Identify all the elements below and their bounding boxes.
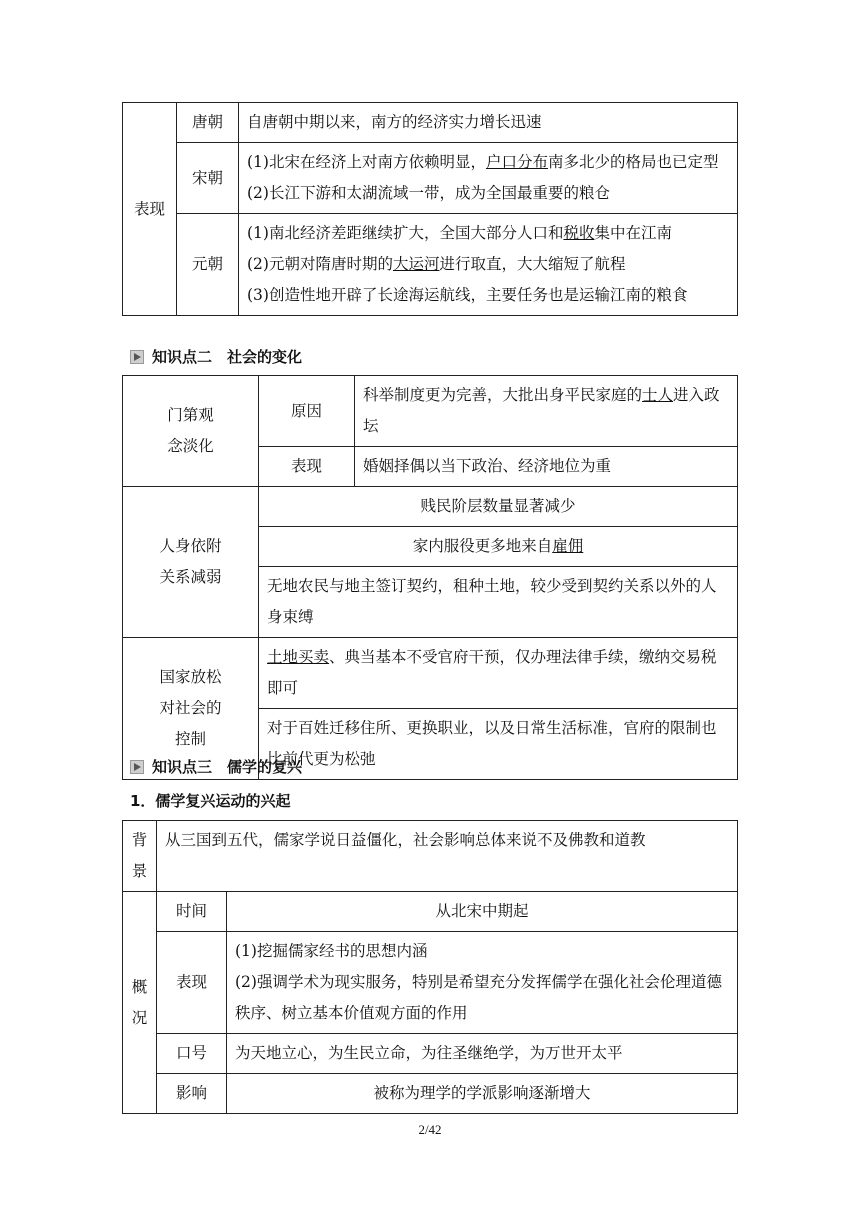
- underlined-term: 大运河: [392, 255, 440, 273]
- song-text: (1)北宋在经济上对南方依赖明显，户口分布南多北少的格局也已定型 (2)长江下游和太湖流域一带，成为全国最重要的粮仓: [239, 143, 738, 214]
- tang-text: 自唐朝中期以来，南方的经济实力增长迅速: [239, 103, 738, 143]
- background-label: 背景: [123, 821, 157, 892]
- performance-label: 表现: [157, 932, 227, 1034]
- impact-text: 被称为理学的学派影响逐渐增大: [227, 1074, 738, 1114]
- reason-text: 科举制度更为完善，大批出身平民家庭的士人进入政坛: [355, 376, 738, 447]
- underlined-term: 户口分布: [485, 153, 548, 171]
- underlined-term: 税收: [563, 224, 595, 242]
- row-label-control: 国家放松 对社会的 控制: [123, 638, 259, 780]
- impact-label: 影响: [157, 1074, 227, 1114]
- overview-label: 概况: [123, 892, 157, 1114]
- background-text: 从三国到五代，儒家学说日益僵化，社会影响总体来说不及佛教和道教: [157, 821, 738, 892]
- category-cell: 表现: [123, 103, 177, 316]
- reason-label: 原因: [259, 376, 355, 447]
- control-item-1: 土地买卖、典当基本不受官府干预，仅办理法律手续，缴纳交易税即可: [259, 638, 738, 709]
- play-arrow-icon: [130, 760, 144, 774]
- confucianism-table: [122, 820, 738, 1114]
- time-label: 时间: [157, 892, 227, 932]
- section-header-3: 知识点三 儒学的复兴: [130, 756, 302, 777]
- time-text: 从北宋中期起: [227, 892, 738, 932]
- slogan-text: 为天地立心，为生民立命，为往圣继绝学，为万世开太平: [227, 1034, 738, 1074]
- yuan-text: (1)南北经济差距继续扩大，全国大部分人口和税收集中在江南 (2)元朝对隋唐时期的大运河进行取直，大大缩短了航程 (3)创造性地开辟了长途海运航线，主要任务也是运输江南的粮食: [239, 214, 738, 316]
- dynasty-tang: 唐朝: [177, 103, 239, 143]
- dependency-item-2: 家内服役更多地来自雇佣: [259, 527, 738, 567]
- society-table: [122, 375, 738, 780]
- control-item-2: 对于百姓迁移住所、更换职业，以及日常生活标准，官府的限制也比前代更为松弛: [259, 709, 738, 780]
- section-header-2: 知识点二 社会的变化: [130, 346, 302, 367]
- row-label-status: 门第观 念淡化: [123, 376, 259, 487]
- slogan-label: 口号: [157, 1034, 227, 1074]
- performance-text: (1)挖掘儒家经书的思想内涵 (2)强调学术为现实服务，特别是希望充分发挥儒学在强化社会伦理道德秩序、树立基本价值观方面的作用: [227, 932, 738, 1034]
- subsection-title: 1．儒学复兴运动的兴起: [130, 792, 291, 810]
- economy-table: [122, 102, 738, 316]
- dependency-item-3: 无地农民与地主签订契约，租种土地，较少受到契约关系以外的人身束缚: [259, 567, 738, 638]
- dynasty-yuan: 元朝: [177, 214, 239, 316]
- page-number: 2/42: [418, 1122, 442, 1137]
- show-text: 婚姻择偶以当下政治、经济地位为重: [355, 447, 738, 487]
- row-label-dependency: 人身依附 关系减弱: [123, 487, 259, 638]
- play-arrow-icon: [130, 350, 144, 364]
- dependency-item-1: 贱民阶层数量显著减少: [259, 487, 738, 527]
- show-label: 表现: [259, 447, 355, 487]
- dynasty-song: 宋朝: [177, 143, 239, 214]
